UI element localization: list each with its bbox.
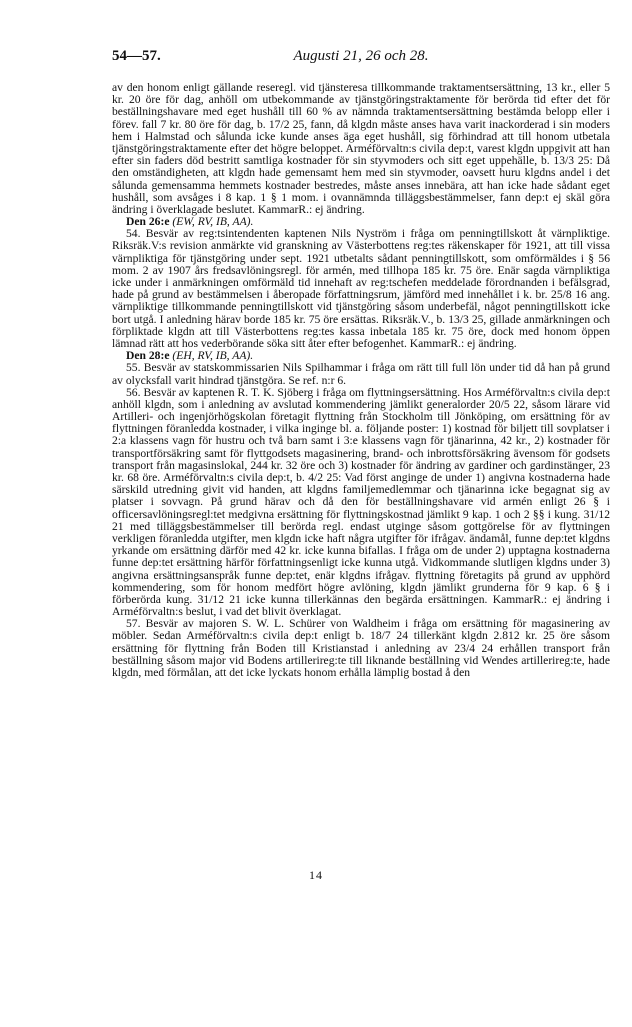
session-date-label: Den 28:e [126, 349, 170, 363]
case-56: 56. Besvär av kaptenen R. T. K. Sjöberg i fråga om flyttningsersättning. Hos Arméförvaltn:s civila dep:t anhöll klgdn, som i anledning av avslutad kommendering jämlikt generalorder 20/5 22, såsom lärare vid Artilleri- och ingenjörhögskolan företagit flyttning från Stockholm till Jönköping, om ersättning för av flyttningen föranledda kostnader, i vilka inginge bl. a. följande poster: 1) kostnad för biljett till sovplatser i 2:a klassens vagn för hustru och två barn samt i 3:e klassens vagn för tjänarinna, 42 kr., 2) kostnader för transportförsäkring samt för flyttgodsets magasinering, brand- och inbrottsförsäkring ävensom för godsets transport från magasinslokal, 244 kr. 32 öre och 3) kostnader för ändring av gardiner och gardinstänger, 23 kr. 68 öre. Arméförvaltn:s civila dep:t, b. 4/2 25: Vad först anginge de under 1) angivna kostnaderna hade särskild utredning givit vid handen, att klgdns familjemedlemmar och tjänarinna icke begagnat sig av platser i sovvagn. På grund härav och då den för beställningshavare vid armén enligt 26 § i officersavlöningsregl:tet medgivna ersättning för flyttningskostnad jämlikt 9 kap. 1 och 2 §§ i kung. 31/12 21 med tilläggsbestämmelser till berörda regl. endast utginge såsom gottgörelse för av flyttningen verkligen föranledda utgifter, men klgdn icke haft några utgifter för ifrågav. ändamål, funne dep:tet klgdns yrkande om ersättning därför med 42 kr. icke kunna bifallas. I fråga om de under 2) upptagna kostnaderna funne dep:tet ersättning härför författningsenligt icke kunna utgå. Vidkommande slutligen klgdns under 3) angivna ersättningsanspråk funne dep:tet, enär klgdns ifrågav. flyttning företagits på grund av upphörd kommendering, som för honom medfört högre avlöning, klgdn jämlikt grunderna för 9 kap. 6 § i förberörda kung. 31/12 21 icke kunna tillerkännas den begärda ersättningen. KammarR.: ej ändring i Arméförvaltn:s beslut, i vad det blivit överklagat. [112, 385, 610, 619]
page-body [112, 82, 610, 679]
paragraph-continued: av den honom enligt gällande reseregl. vid tjänsteresa tillkommande traktamentsersättning, 13 kr., eller 5 kr. 20 öre för dag, anhöll om utbekommande av tjänstgöringstraktamente för berörda tid efter det för beställningshavare med eget hushåll till 60 % av nämnda traktamentsersättning bestämda belopp eller i förev. fall 7 kr. 80 öre för dag, b. 17/2 25, fann, då klgdn måste anses hava varit inackorderad i sin moders hem i Halmstad och sålunda icke kunde anses äga eget hushåll, sig förhindrad att till honom utbetala tjänstgöringstraktamente efter det högre beloppet. Arméförvaltn:s civila dep:t, varest klgdn uppgivit att han efter sin faders död bestritt samtliga kostnader för sin styvmoders och sitt eget uppehälle, b. 13/3 25: Då den omständigheten, att klgdn hade gemensamt hem med sin styvmoder, oavsett huru klgdns andel i det sålunda gemensamma hemmets kostnader bestredes, måste anses innebära, att han icke hade sådant eget hushåll, som avsåges i 8 kap. 1 § 1 mom. i ovannämnda tilläggsbestämmelser, fann dep:t ej skäl göra ändring i överklagade beslutet. KammarR.: ej ändring. [112, 81, 610, 216]
case-54: 54. Besvär av reg:tsintendenten kaptenen Nils Nyström i fråga om penningtillskott åt värnpliktige. Riksräk.V:s revision anmärkte vid granskning av Västerbottens reg:tes räkenskaper för 1921, att till vissa värnpliktiga för tjänstgöring under sept. 1921 utbetalts sådant penningtillskott, som omförmäldes i § 56 mom. 2 av 1907 års fredsavlöningsregl. för armén, med tillhopa 185 kr. 75 öre. Enär sagda värnpliktiga icke under i anmärkningen omförmäld tid innehaft av reg:tschefen meddelade förordnanden i befälsgrad, hade på grund av bestämmelsen i åberopade författningsrum, jämförd med innehållet i k. br. 25/8 16 ang. värnpliktige tillkommande penningtillskott vid tjänstgöring såsom underbefäl, något penningtillskott icke bort utgå. I anledning härav borde 185 kr. 75 öre ersättas. Riksräk.V., b. 13/3 25, gillade anmärkningen och förpliktade klgdn att till Västerbottens reg:tes kassa inbetala 185 kr. 75 öre, dock med honom öppen lämnad rätt att hos vederbörande söka sitt åter efter befogenhet. KammarR.: ej ändring. [112, 227, 610, 350]
session-judges: (EW, RV, IB, AA). [172, 215, 254, 229]
case-57: 57. Besvär av majoren S. W. L. Schürer von Waldheim i fråga om ersättning för magasinering av möbler. Sedan Arméförvaltn:s civila dep:t enligt b. 18/7 24 tillerkänt klgdn 2.812 kr. 25 öre såsom ersättning för flyttning från Boden till Kristianstad i anledning av 23/4 24 erhållen transport från beställning såsom major vid Bodens artillerireg:te till liknande beställning vid Wendes artillerireg:te, hade klgdn, med förmålan, att det icke lyckats honom erhålla lämplig bostad å den [112, 617, 610, 679]
case-55: 55. Besvär av statskommissarien Nils Spilhammar i fråga om rätt till full lön under tid då han på grund av olycksfall varit hindrad tjänstgöra. Se ref. n:r 6. [112, 361, 610, 387]
page-range: 54—57. [112, 48, 161, 64]
page-header [112, 48, 610, 70]
session-date-label: Den 26:e [126, 215, 170, 229]
page-number: 14 [309, 868, 323, 882]
running-title: Augusti 21, 26 och 28. [293, 48, 429, 64]
session-judges: (EH, RV, IB, AA). [172, 349, 254, 363]
